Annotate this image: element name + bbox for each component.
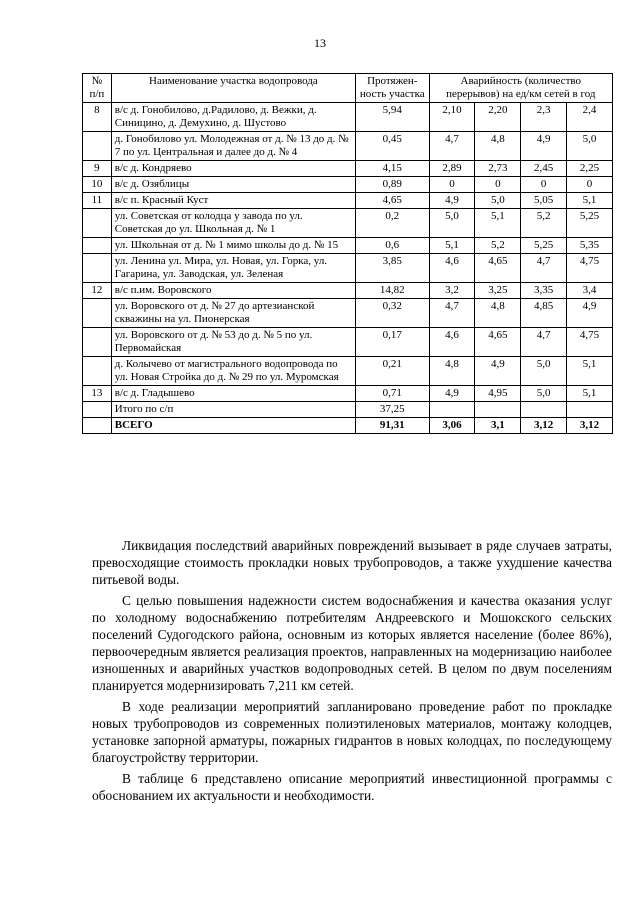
row-length: 14,82 [355,283,429,299]
row-number: 8 [83,103,112,132]
row-length: 3,85 [355,254,429,283]
row-length: 4,15 [355,161,429,177]
row-name: Итого по с/п [111,402,355,418]
row-accident-value: 4,9 [429,386,475,402]
row-accident-value: 4,65 [475,328,521,357]
row-length: 37,25 [355,402,429,418]
row-name: в/с д. Гладышево [111,386,355,402]
body-text [92,537,612,804]
total-accident-value: 3,1 [475,418,521,434]
table-row [83,238,613,254]
row-accident-value: 2,45 [521,161,567,177]
table-row [83,132,613,161]
row-accident-value: 4,85 [521,299,567,328]
table-row [83,386,613,402]
row-number [83,132,112,161]
row-accident-value: 5,1 [567,193,613,209]
row-name: д. Гонобилово ул. Молодежная от д. № 13 до д. № 7 по ул. Центральная и далее до д. № 4 [111,132,355,161]
row-accident-value [429,402,475,418]
row-accident-value: 4,8 [429,357,475,386]
row-accident-value [475,402,521,418]
row-accident-value: 4,75 [567,328,613,357]
row-number: 13 [83,386,112,402]
row-accident-value: 4,9 [567,299,613,328]
row-accident-value: 5,1 [429,238,475,254]
row-accident-value: 3,35 [521,283,567,299]
row-number [83,402,112,418]
row-accident-value: 5,1 [475,209,521,238]
row-accident-value: 4,65 [475,254,521,283]
row-name: в/с п.им. Воровского [111,283,355,299]
row-length: 0,6 [355,238,429,254]
row-accident-value: 2,25 [567,161,613,177]
row-name: д. Колычево от магистрального водопровода по ул. Новая Стройка до д. № 29 по ул. Муромская [111,357,355,386]
row-accident-value: 4,9 [475,357,521,386]
row-number [83,209,112,238]
row-length: 0,17 [355,328,429,357]
header-length: Протяжен-ность участка [355,74,429,103]
row-accident-value: 2,20 [475,103,521,132]
row-accident-value: 0 [521,177,567,193]
row-name: ул. Воровского от д. № 27 до артезианской скважины на ул. Пионерская [111,299,355,328]
table-row [83,328,613,357]
row-accident-value: 5,0 [567,132,613,161]
row-accident-value [567,402,613,418]
row-number [83,299,112,328]
row-length: 4,65 [355,193,429,209]
row-accident-value: 5,25 [567,209,613,238]
row-number [83,328,112,357]
row-accident-value: 2,89 [429,161,475,177]
row-number: 9 [83,161,112,177]
row-length: 0,32 [355,299,429,328]
row-accident-value: 5,05 [521,193,567,209]
row-length: 0,21 [355,357,429,386]
table-total-row [83,418,613,434]
row-name: ул. Воровского от д. № 53 до д. № 5 по ул. Первомайская [111,328,355,357]
row-accident-value: 5,0 [521,357,567,386]
row-accident-value: 5,35 [567,238,613,254]
row-accident-value: 4,7 [521,328,567,357]
paragraph: Ликвидация последствий аварийных повреждений вызывает в ряде случаев затраты, превосходящие стоимость прокладки новых трубопроводов, а также ухудшение качества питьевой воды. [92,538,612,587]
row-accident-value: 4,6 [429,328,475,357]
row-length: 0,89 [355,177,429,193]
row-name: ул. Школьная от д. № 1 мимо школы до д. № 15 [111,238,355,254]
row-accident-value: 5,1 [567,357,613,386]
total-accident-value: 3,12 [567,418,613,434]
paragraph: В ходе реализации мероприятий запланировано проведение работ по прокладке новых трубопроводов из современных полиэтиленовых материалов, монтажу колодцев, установке запорной арматуры, пожарных гидрантов в новых колодцах, по последующему благоустройству территории. [92,699,612,765]
table-row [83,283,613,299]
row-accident-value: 4,95 [475,386,521,402]
row-accident-value: 4,7 [429,299,475,328]
table-row [83,103,613,132]
row-name: ул. Ленина ул. Мира, ул. Новая, ул. Горка, ул. Гагарина, ул. Заводская, ул. Зеленая [111,254,355,283]
row-accident-value: 0 [475,177,521,193]
header-accident: Аварийность (количество перерывов) на ед/км сетей в год [429,74,612,103]
row-number: 12 [83,283,112,299]
row-accident-value: 5,25 [521,238,567,254]
total-length: 91,31 [355,418,429,434]
row-number [83,238,112,254]
paragraph: В таблице 6 представлено описание мероприятий инвестиционной программы с обоснованием их актуальности и необходимости. [92,771,612,803]
row-length: 0,45 [355,132,429,161]
row-length: 0,2 [355,209,429,238]
row-accident-value: 5,0 [429,209,475,238]
table-row [83,193,613,209]
table-row [83,299,613,328]
header-num: № п/п [83,74,112,103]
row-number [83,357,112,386]
row-length: 5,94 [355,103,429,132]
row-accident-value: 4,8 [475,132,521,161]
accident-rate-table [82,73,613,434]
total-num [83,418,112,434]
row-accident-value: 5,1 [567,386,613,402]
row-name: ул. Советская от колодца у завода по ул. Советская до ул. Школьная д. № 1 [111,209,355,238]
header-name: Наименование участка водопровода [111,74,355,103]
row-accident-value: 4,7 [429,132,475,161]
row-accident-value: 3,25 [475,283,521,299]
row-accident-value: 5,2 [521,209,567,238]
page-number: 13 [314,36,326,50]
row-accident-value: 2,3 [521,103,567,132]
row-accident-value: 4,7 [521,254,567,283]
table-row [83,402,613,418]
row-number: 10 [83,177,112,193]
row-accident-value: 2,4 [567,103,613,132]
row-accident-value: 5,0 [475,193,521,209]
table-header-row [83,74,613,103]
row-accident-value: 2,73 [475,161,521,177]
row-accident-value: 5,0 [521,386,567,402]
total-accident-value: 3,12 [521,418,567,434]
paragraph: С целью повышения надежности систем водоснабжения и качества оказания услуг по холодному водоснабжению потребителям Андреевского и Мошокского сельских поселений Судогодского района, основным из которых является население (более 86%), первоочередным является реализация проектов, направленных на модернизацию наиболее изношенных и аварийных участков водопроводных сетей. В целом по двум поселениям планируется модернизировать 7,211 км сетей. [92,593,612,693]
row-accident-value: 4,75 [567,254,613,283]
row-name: в/с д. Озяблицы [111,177,355,193]
row-accident-value [521,402,567,418]
table-row [83,209,613,238]
table-row [83,357,613,386]
table-row [83,161,613,177]
row-accident-value: 4,9 [521,132,567,161]
row-accident-value: 0 [429,177,475,193]
total-label: ВСЕГО [111,418,355,434]
total-accident-value: 3,06 [429,418,475,434]
row-name: в/с д. Гонобилово, д.Радилово, д. Вежки, д. Синицино, д. Демухино, д. Шустово [111,103,355,132]
table-row [83,177,613,193]
row-number: 11 [83,193,112,209]
row-length: 0,71 [355,386,429,402]
row-accident-value: 4,9 [429,193,475,209]
row-accident-value: 4,8 [475,299,521,328]
row-accident-value: 2,10 [429,103,475,132]
row-accident-value: 3,4 [567,283,613,299]
row-name: в/с д. Кондряево [111,161,355,177]
row-accident-value: 4,6 [429,254,475,283]
row-accident-value: 0 [567,177,613,193]
row-accident-value: 5,2 [475,238,521,254]
row-name: в/с п. Красный Куст [111,193,355,209]
table-row [83,254,613,283]
row-number [83,254,112,283]
row-accident-value: 3,2 [429,283,475,299]
